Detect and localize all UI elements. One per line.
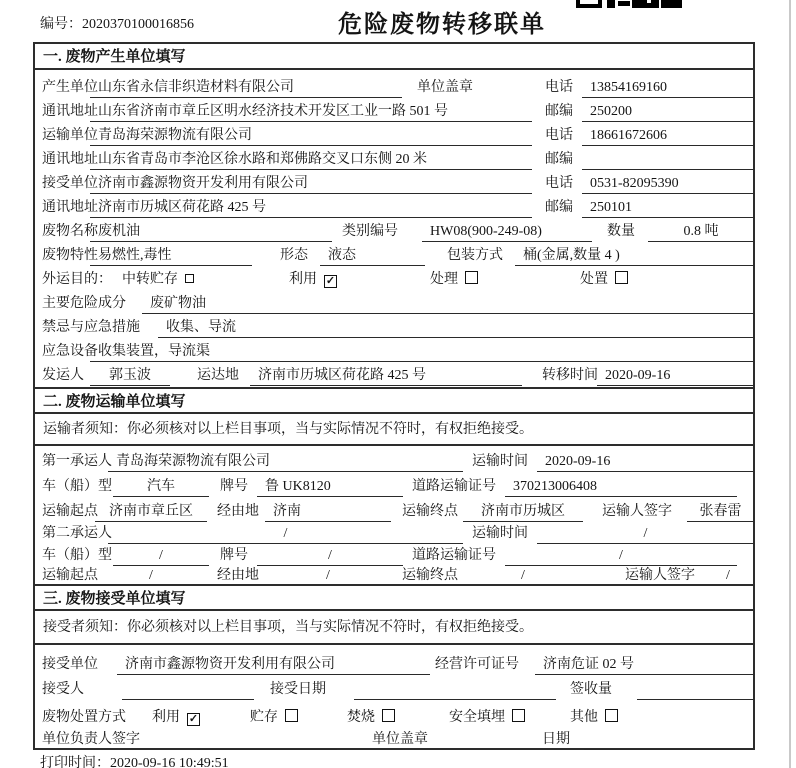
zip-value: 250101 <box>582 198 754 218</box>
checkbox-icon <box>615 271 628 284</box>
disposal-option-other <box>570 708 618 728</box>
phone-value: 0531-82095390 <box>582 174 754 194</box>
row-route1 <box>35 502 753 523</box>
carrier2-label: 第二承运人 <box>42 526 112 541</box>
via-value: / <box>265 566 391 586</box>
category-label: 类别编号 <box>342 224 398 239</box>
license-label: 经营许可证号 <box>435 657 519 672</box>
disposal-label: 废物处置方式 <box>42 710 126 725</box>
row-vehicle2 <box>35 546 753 567</box>
row-shipper <box>35 366 753 387</box>
phone-value: 18661672606 <box>582 126 754 146</box>
vehicle-type-value: / <box>113 546 209 566</box>
print-time-label: 打印时间： <box>40 756 110 768</box>
phone-value: 13854169160 <box>582 78 754 98</box>
plate-label: 牌号 <box>220 479 248 494</box>
purpose-option-dispose <box>580 270 628 290</box>
unit-seal-label: 单位盖章 <box>417 80 473 95</box>
row-waste-character <box>35 246 753 267</box>
checkbox-checked-icon <box>187 713 200 726</box>
disposal-option-utilize <box>152 708 200 728</box>
character-label: 废物特性 <box>42 248 98 263</box>
via-label: 经由地 <box>217 568 259 583</box>
row-transfer-purpose <box>35 270 753 291</box>
row-produce-unit <box>35 78 753 99</box>
origin-value: / <box>95 566 207 586</box>
print-time-value: 2020-09-16 10:49:51 <box>110 756 229 768</box>
row-transporter-address <box>35 150 753 171</box>
serial-number <box>40 13 194 33</box>
option-label: 利用 <box>152 710 180 725</box>
category-value: HW08(900-249-08) <box>422 222 592 242</box>
row-emergency-equipment <box>35 342 753 363</box>
option-label: 焚烧 <box>347 710 375 725</box>
waste-name-label: 废物名称 <box>42 224 98 239</box>
equipment-label: 应急设备 <box>42 344 98 359</box>
row-transport-unit <box>35 126 753 147</box>
carrier2-value: / <box>108 524 463 544</box>
checkbox-icon <box>185 274 194 283</box>
accept-unit-label: 接受单位 <box>42 657 98 672</box>
quantity-value: 0.8 吨 <box>648 222 754 242</box>
transport-time-value: / <box>537 524 754 544</box>
signed-qty-value <box>637 680 754 700</box>
checkbox-checked-icon <box>324 275 337 288</box>
quantity-label: 数量 <box>607 224 635 239</box>
origin-label: 运输起点 <box>42 568 98 583</box>
carrier-sign-value: / <box>702 566 754 586</box>
row-second-carrier <box>35 524 753 545</box>
waste-name-value: 废机油 <box>90 222 332 242</box>
option-label: 处置 <box>580 272 608 287</box>
zip-label: 邮编 <box>545 104 573 119</box>
address-label: 通讯地址 <box>42 152 98 167</box>
option-label: 安全填埋 <box>449 710 505 725</box>
scan-edge-line <box>789 0 791 768</box>
row-taboo-measures <box>35 318 753 339</box>
section1-heading: 一. 废物产生单位填写 <box>35 44 753 70</box>
plate-value: 鲁 UK8120 <box>257 477 403 497</box>
equipment-value: 收集装置，导流渠 <box>90 342 754 362</box>
road-cert-label: 道路运输证号 <box>412 479 496 494</box>
checkbox-mark: ✓ <box>325 275 336 287</box>
transport-unit-value: 青岛海荣源物流有限公司 <box>90 126 532 146</box>
option-label: 贮存 <box>250 710 278 725</box>
road-cert-value: / <box>505 546 737 566</box>
address-value: 山东省青岛市李沧区徐水路和郑佛路交叉口东侧 20 米 <box>90 150 532 170</box>
disposal-option-landfill <box>449 708 525 728</box>
license-value: 济南危证 02 号 <box>535 655 754 675</box>
receiver-value <box>122 680 254 700</box>
unit-seal-label: 单位盖章 <box>372 732 428 747</box>
phone-label: 电话 <box>545 176 573 191</box>
manifest-table <box>33 42 755 750</box>
serial-value: 2020370100016856 <box>82 17 194 32</box>
transfer-time-value: 2020-09-16 <box>597 366 754 386</box>
terminus-value: / <box>463 566 583 586</box>
purpose-label: 外运目的： <box>42 272 112 287</box>
purpose-option-storage <box>122 270 194 290</box>
purpose-option-utilize <box>289 270 337 290</box>
vehicle-type-value: 汽车 <box>113 477 209 497</box>
origin-value: 济南市章丘区 <box>95 502 207 522</box>
accept-unit-value: 济南市鑫源物资开发利用有限公司 <box>117 655 430 675</box>
zip-label: 邮编 <box>545 152 573 167</box>
checkbox-icon <box>465 271 478 284</box>
date-value <box>584 730 754 750</box>
responsible-sign-label: 单位负责人签字 <box>42 732 140 747</box>
carrier-sign-label: 运输人签字 <box>602 504 672 519</box>
disposal-option-storage <box>250 708 298 728</box>
packing-label: 包装方式 <box>447 248 503 263</box>
date-label: 日期 <box>542 732 570 747</box>
zip-value: 250200 <box>582 102 754 122</box>
via-value: 济南 <box>265 502 391 522</box>
signed-qty-label: 签收量 <box>570 682 612 697</box>
via-label: 经由地 <box>217 504 259 519</box>
row-producer-address <box>35 102 753 123</box>
option-label: 处理 <box>430 272 458 287</box>
address-value: 山东省济南市章丘区明水经济技术开发区工业一路 501 号 <box>90 102 532 122</box>
character-value: 易燃性,毒性 <box>90 246 252 266</box>
destination-label: 运达地 <box>197 368 239 383</box>
option-label: 中转贮存 <box>122 272 178 287</box>
taboo-label: 禁忌与应急措施 <box>42 320 140 335</box>
carrier-sign-label: 运输人签字 <box>625 568 695 583</box>
receive-unit-value: 济南市鑫源物资开发利用有限公司 <box>90 174 532 194</box>
address-label: 通讯地址 <box>42 104 98 119</box>
form-value: 液态 <box>320 246 425 266</box>
print-time <box>40 752 229 768</box>
transfer-time-label: 转移时间 <box>542 368 598 383</box>
hazard-value: 废矿物油 <box>142 294 754 314</box>
terminus-label: 运输终点 <box>402 568 458 583</box>
destination-value: 济南市历城区荷花路 425 号 <box>250 366 522 386</box>
carrier1-value: 青岛海荣源物流有限公司 <box>108 452 463 472</box>
responsible-sign-value <box>197 730 337 750</box>
checkbox-icon <box>605 709 618 722</box>
receiver-notice: 接受者须知：你必须核对以上栏目事项，当与实际情况不符时，有权拒绝接受。 <box>35 611 753 645</box>
checkbox-mark: ✓ <box>188 713 199 725</box>
row-accept-unit <box>35 655 753 676</box>
checkbox-icon <box>512 709 525 722</box>
section3-heading: 三. 废物接受单位填写 <box>35 584 753 611</box>
phone-label: 电话 <box>545 128 573 143</box>
vehicle-type-label: 车（船）型 <box>42 479 112 494</box>
receiver-label: 接受人 <box>42 682 84 697</box>
road-cert-value: 370213006408 <box>505 477 737 497</box>
road-cert-label: 道路运输证号 <box>412 548 496 563</box>
terminus-label: 运输终点 <box>402 504 458 519</box>
packing-value: 桶(金属,数量 4 ) <box>515 246 754 266</box>
receive-unit-label: 接受单位 <box>42 176 98 191</box>
hazard-label: 主要危险成分 <box>42 296 126 311</box>
transporter-notice: 运输者须知：你必须核对以上栏目事项，当与实际情况不符时，有权拒绝接受。 <box>35 414 753 446</box>
terminus-value: 济南市历城区 <box>463 502 583 522</box>
transport-time-value: 2020-09-16 <box>537 452 754 472</box>
origin-label: 运输起点 <box>42 504 98 519</box>
zip-value <box>582 150 754 170</box>
checkbox-icon <box>285 709 298 722</box>
transport-unit-label: 运输单位 <box>42 128 98 143</box>
row-receiver-address <box>35 198 753 219</box>
accept-date-value <box>354 680 556 700</box>
row-receive-unit <box>35 174 753 195</box>
serial-label: 编号： <box>40 17 82 32</box>
transport-time-label: 运输时间 <box>472 526 528 541</box>
address-label: 通讯地址 <box>42 200 98 215</box>
zip-label: 邮编 <box>545 200 573 215</box>
row-accept-person <box>35 680 753 701</box>
address-value: 济南市历城区荷花路 425 号 <box>90 198 532 218</box>
produce-unit-label: 产生单位 <box>42 80 98 95</box>
section2-heading: 二. 废物运输单位填写 <box>35 387 753 414</box>
page-title: 危险废物转移联单 <box>338 12 546 38</box>
shipper-value: 郭玉波 <box>90 366 170 386</box>
option-label: 利用 <box>289 272 317 287</box>
form-label: 形态 <box>280 248 308 263</box>
row-hazard-component <box>35 294 753 315</box>
row-waste-name <box>35 222 753 243</box>
carrier1-label: 第一承运人 <box>42 454 112 469</box>
row-responsible-sign <box>35 730 753 751</box>
transport-time-label: 运输时间 <box>472 454 528 469</box>
option-label: 其他 <box>570 710 598 725</box>
plate-label: 牌号 <box>220 548 248 563</box>
shipper-label: 发运人 <box>42 368 84 383</box>
taboo-value: 收集、导流 <box>158 318 754 338</box>
checkbox-icon <box>382 709 395 722</box>
purpose-option-treat <box>430 270 478 290</box>
row-vehicle1 <box>35 477 753 498</box>
phone-label: 电话 <box>545 80 573 95</box>
carrier-sign-value: 张春雷 <box>687 502 754 522</box>
accept-date-label: 接受日期 <box>270 682 326 697</box>
plate-value: / <box>257 546 403 566</box>
produce-unit-value: 山东省永信非织造材料有限公司 <box>90 78 402 98</box>
row-first-carrier <box>35 452 753 473</box>
disposal-option-incinerate <box>347 708 395 728</box>
vehicle-type-label: 车（船）型 <box>42 548 112 563</box>
row-disposal-method <box>35 708 753 729</box>
